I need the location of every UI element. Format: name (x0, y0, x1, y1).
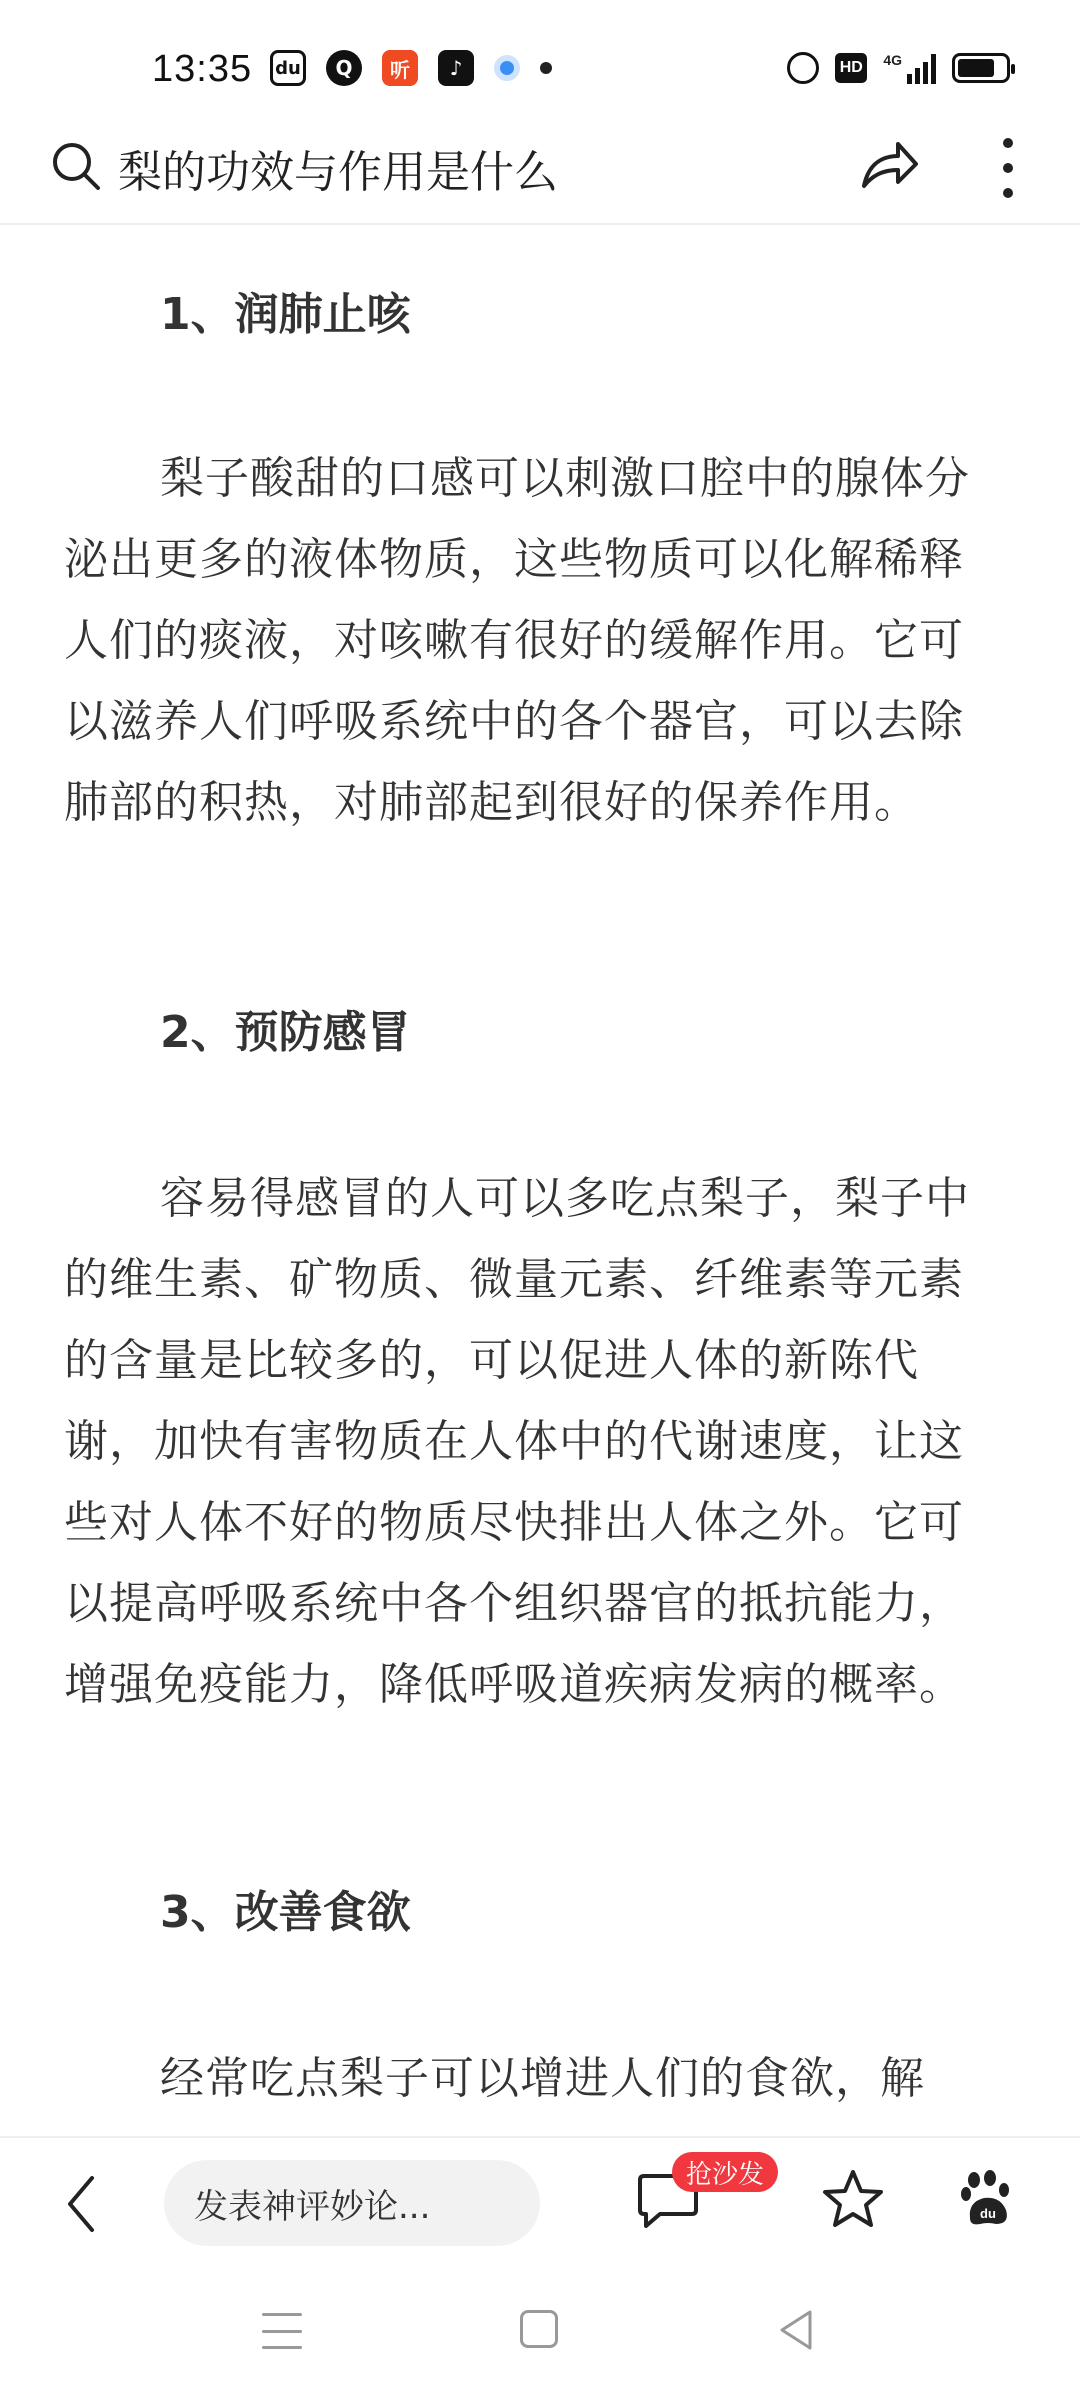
header-divider (0, 223, 1080, 225)
battery-icon (952, 53, 1010, 83)
tiktok-app-icon: ♪ (438, 50, 474, 86)
more-notifications-dot-icon (540, 62, 552, 74)
section-heading: 2、预防感冒 (160, 1007, 411, 1058)
search-icon[interactable] (50, 140, 102, 192)
favorite-star-icon[interactable] (822, 2168, 884, 2230)
home-icon[interactable] (520, 2310, 558, 2348)
back-arrow-icon[interactable] (62, 2172, 106, 2236)
svg-text:du: du (980, 2206, 996, 2221)
status-bar (0, 0, 1080, 140)
q-app-icon: Q (326, 50, 362, 86)
notification-icons (270, 50, 552, 86)
section-paragraph: 梨子酸甜的口感可以刺激口腔中的腺体分泌出更多的液体物质，这些物质可以化解稀释人们的痰液，对咳嗽有很好的缓解作用。它可以滋养人们呼吸系统中的各个器官，可以去除肺部的积热，对肺部起到很好的保养作用。 (64, 453, 970, 828)
article-content (0, 226, 1080, 2136)
ting-app-icon: 听 (382, 50, 418, 86)
recent-apps-icon[interactable] (262, 2313, 302, 2349)
share-icon[interactable] (858, 136, 920, 192)
system-icons (787, 52, 1010, 84)
section-paragraph: 容易得感冒的人可以多吃点梨子，梨子中的维生素、矿物质、微量元素、纤维素等元素的含量是比较多的，可以促进人体的新陈代谢，加快有害物质在人体中的代谢速度，让这些对人体不好的物质尽快排出人体之外。它可以提高呼吸系统中各个组织器官的抵抗能力，增强免疫能力，降低呼吸道疾病发病的概率。 (64, 1173, 970, 1710)
section-heading: 3、改善食欲 (160, 1887, 411, 1938)
blue-dot-app-icon (494, 55, 520, 81)
system-back-icon[interactable] (776, 2308, 816, 2352)
status-time: 13:35 (152, 48, 253, 90)
section-paragraph: 经常吃点梨子可以增进人们的食欲，解 (160, 2053, 925, 2104)
signal-icon (883, 52, 936, 84)
bottom-action-bar (0, 2136, 1080, 2266)
baidu-app-icon: du (270, 50, 306, 86)
hd-icon: HD (835, 53, 867, 83)
search-query-text[interactable]: 梨的功效与作用是什么 (118, 147, 558, 198)
alarm-icon (787, 52, 819, 84)
network-type-label: 4G (883, 52, 902, 68)
section-heading: 1、润肺止咳 (160, 289, 411, 340)
grab-sofa-badge[interactable]: 抢沙发 (672, 2152, 778, 2192)
more-options-icon[interactable] (998, 138, 1018, 198)
baidu-paw-icon[interactable] (960, 2170, 1018, 2228)
comment-input[interactable]: 发表神评妙论... (164, 2160, 540, 2246)
